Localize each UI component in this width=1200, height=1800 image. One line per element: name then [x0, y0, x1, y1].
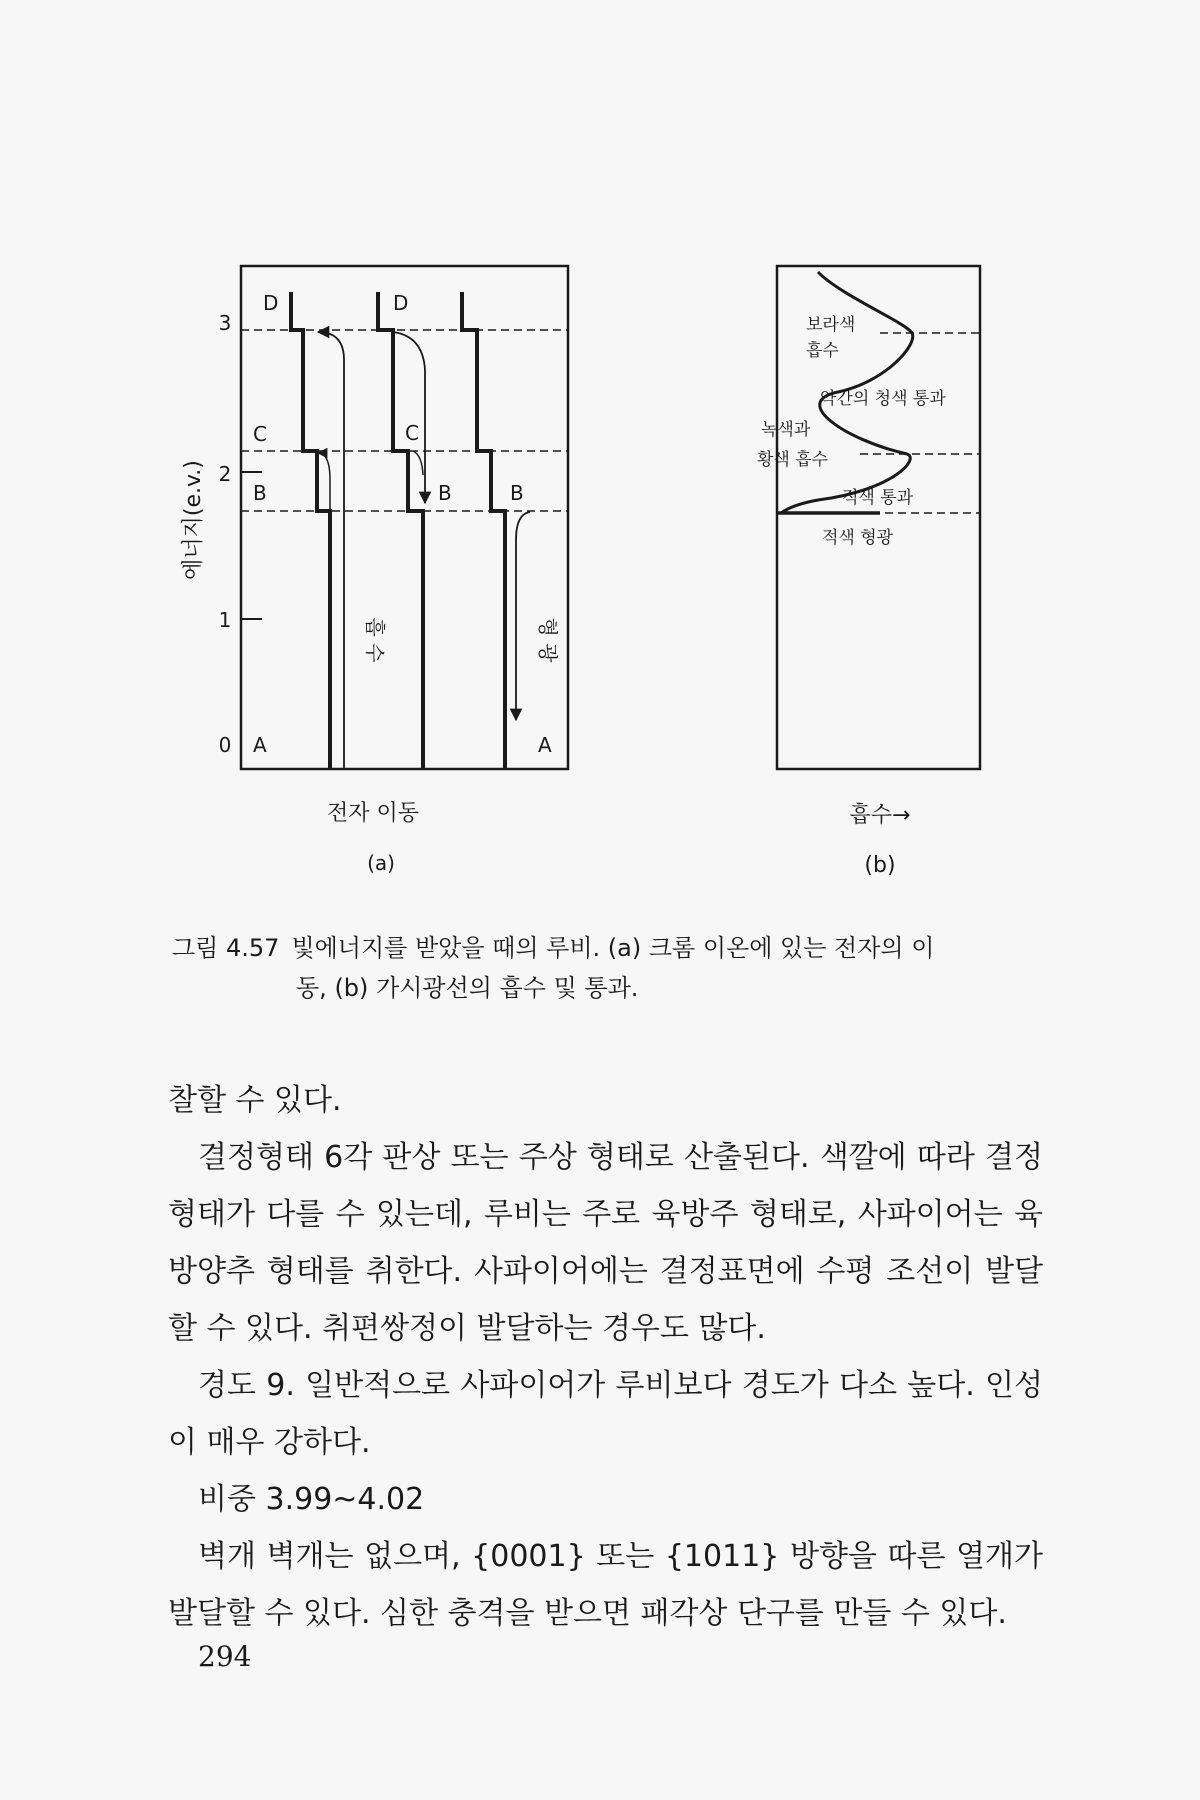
panel-b-label: (b) — [864, 853, 896, 878]
y-tick-1: 1 — [218, 608, 232, 632]
label-violet-2: 흡수 — [806, 341, 839, 361]
label-slight-blue: 약간의 청색 통과 — [820, 389, 946, 409]
absorption-label: 흡 수 — [363, 617, 387, 663]
panel-a-x-label: 전자 이동 — [326, 801, 420, 826]
caption-line-2: 동, (b) 가시광선의 흡수 및 통과. — [296, 974, 639, 1002]
caption-number: 그림 4.57 — [172, 934, 280, 962]
figure-caption — [172, 928, 1072, 1008]
y-tick-0: 0 — [218, 733, 232, 757]
paragraph-specific-gravity: 비중 3.99~4.02 — [198, 1482, 425, 1517]
level-label-d1: D — [263, 291, 279, 315]
paragraph-continuation: 찰할 수 있다. — [168, 1083, 342, 1118]
level-profile-1 — [291, 292, 330, 769]
level-label-a2: A — [538, 733, 552, 757]
label-green-yellow-2: 황색 흡수 — [757, 450, 829, 470]
panel-a-frame — [241, 266, 568, 769]
panel-b — [757, 266, 980, 878]
paragraph-crystal-form: 결정형태 6각 판상 또는 주상 형태로 산출된다. 색깔에 따라 결정 형태가 다를 수 있는데, 루비는 주로 육방주 형태로, 사파이어는 육방양추 형태를 취한다. 사파이어에는 결정표면에 수평 조선이 발달할 수 있다. 취편쌍정이 발달하는 경우도 많다. — [168, 1140, 1043, 1346]
level-profile-2 — [378, 292, 423, 769]
paragraph-cleavage: 벽개 벽개는 없으며, {0001} 또는 {1011} 방향을 따른 열개가 발달할 수 있다. 심한 충격을 받으면 패각상 단구를 만들 수 있다. — [168, 1539, 1043, 1631]
panel-a-label: (a) — [367, 851, 395, 875]
label-green-yellow-1: 녹색과 — [761, 420, 811, 440]
panel-b-x-label: 흡수→ — [849, 803, 911, 828]
y-axis-label: 에너지(e.v.) — [181, 460, 206, 580]
body-text — [168, 1072, 1043, 1642]
label-red-fluorescence: 적색 형광 — [822, 528, 894, 548]
fluorescence-label: 형 광 — [536, 617, 560, 663]
level-label-a1: A — [253, 733, 267, 757]
level-label-d2: D — [393, 291, 409, 315]
label-red-transmission: 적색 통과 — [842, 488, 914, 508]
level-label-b1: B — [253, 481, 267, 505]
caption-line-1: 빛에너지를 받았을 때의 루비. (a) 크롬 이온에 있는 전자의 이 — [291, 934, 935, 962]
level-label-b3: B — [510, 481, 524, 505]
paragraph-hardness: 경도 9. 일반적으로 사파이어가 루비보다 경도가 다소 높다. 인성이 매우 강하다. — [168, 1368, 1043, 1460]
y-tick-2: 2 — [218, 462, 232, 486]
fluorescence-arrow — [516, 512, 530, 720]
page-number: 294 — [198, 1640, 252, 1673]
panel-a — [181, 266, 568, 875]
level-label-c2: C — [405, 421, 419, 445]
level-profile-3 — [462, 292, 505, 769]
y-tick-3: 3 — [218, 311, 232, 335]
label-violet-1: 보라색 — [806, 315, 856, 335]
level-label-c1: C — [253, 422, 267, 446]
level-label-b2: B — [438, 481, 452, 505]
c-to-b-arrow — [413, 451, 423, 475]
